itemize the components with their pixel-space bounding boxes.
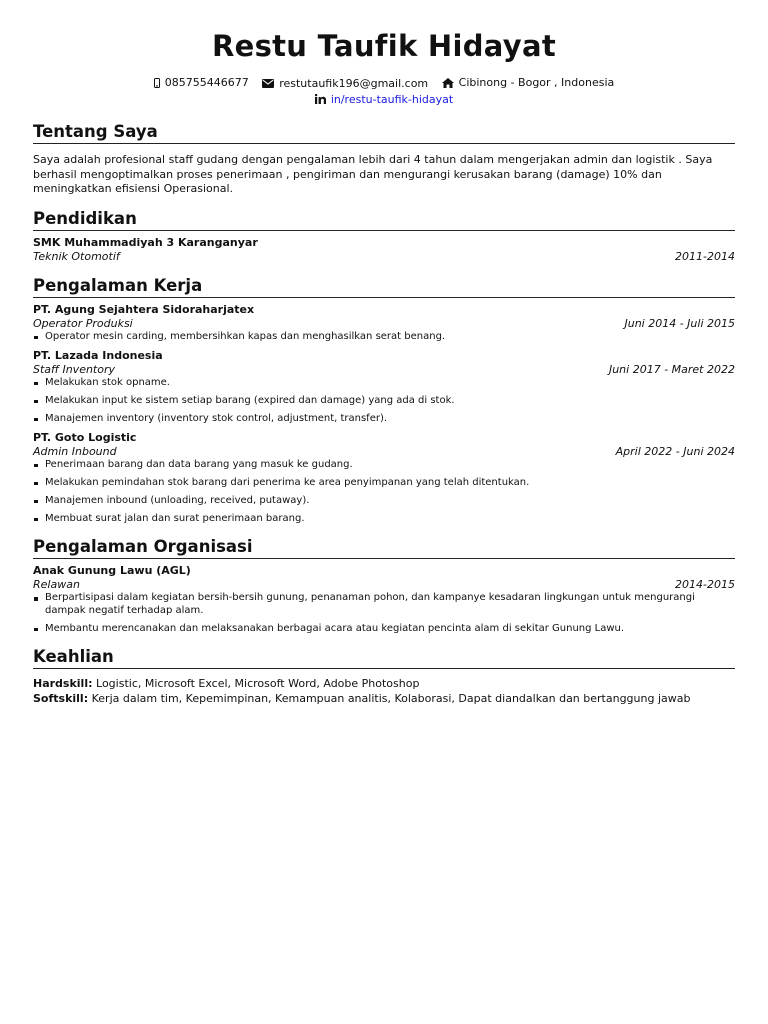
softskill-label: Softskill: <box>33 692 89 706</box>
phone-number: 085755446677 <box>164 76 249 89</box>
section-title-organization: Pengalaman Organisasi <box>33 537 735 559</box>
candidate-name: Restu Taufik Hidayat <box>211 29 557 63</box>
softskill-row <box>33 691 735 706</box>
education-entry <box>33 236 735 264</box>
job-period: April 2022 - Juni 2024 <box>615 444 735 458</box>
job-period: Juni 2014 - Juli 2015 <box>624 316 735 330</box>
company-name: PT. Agung Sejahtera Sidoraharjatex <box>33 302 255 316</box>
hardskill-values: Logistic, Microsoft Excel, Microsoft Word, Adobe Photoshop <box>96 677 420 691</box>
hardskill-row <box>33 676 735 691</box>
organization-entry <box>33 564 735 635</box>
contact-info <box>33 75 735 108</box>
email-address[interactable]: restutaufik196@gmail.com <box>279 76 429 90</box>
about-section <box>33 122 735 197</box>
entry-details <box>33 578 735 592</box>
entry-details <box>33 317 735 331</box>
experience-entry <box>33 349 735 426</box>
section-title-experience: Pengalaman Kerja <box>33 276 735 298</box>
location-text: Cibinong - Bogor , Indonesia <box>458 76 615 89</box>
section-title-skills: Keahlian <box>33 647 735 669</box>
study-period: 2011-2014 <box>675 249 735 263</box>
location-item <box>442 75 615 90</box>
entry-details <box>33 363 735 377</box>
skills-section <box>33 647 735 706</box>
organization-period: 2014-2015 <box>675 578 735 592</box>
phone-item <box>154 75 249 90</box>
duty-item: Melakukan stok opname. <box>33 377 735 390</box>
school-name: SMK Muhammadiyah 3 Karanganyar <box>33 235 258 249</box>
experience-entry <box>33 303 735 344</box>
duty-item: Manajemen inbound (unloading, received, putaway). <box>33 495 735 508</box>
softskill-values: Kerja dalam tim, Kepemimpinan, Kemampuan analitis, Kolaborasi, Dapat diandalkan dan bertanggung jawab <box>91 692 691 706</box>
home-icon <box>442 78 454 88</box>
job-duties <box>33 331 735 344</box>
skills-list <box>33 676 735 706</box>
education-section <box>33 209 735 264</box>
section-title-education: Pendidikan <box>33 209 735 231</box>
job-role: Operator Produksi <box>33 316 133 330</box>
organization-role: Relawan <box>33 578 80 592</box>
job-role: Staff Inventory <box>33 362 116 376</box>
section-title-about: Tentang Saya <box>33 122 735 144</box>
organization-section <box>33 537 735 635</box>
study-major: Teknik Otomotif <box>33 249 120 263</box>
experience-entry <box>33 431 735 526</box>
organization-activities <box>33 592 735 635</box>
activity-item: Membantu merencanakan dan melaksanakan berbagai acara atau kegiatan pencinta alam di sekitar Gunung Lawu. <box>33 623 735 636</box>
email-item[interactable] <box>262 76 428 91</box>
linkedin-item[interactable] <box>315 92 453 107</box>
job-duties <box>33 377 735 426</box>
duty-item: Melakukan pemindahan stok barang dari penerima ke area penyimpanan yang telah ditentukan. <box>33 477 735 490</box>
envelope-icon <box>262 79 274 88</box>
mobile-phone-icon <box>154 78 160 88</box>
job-period: Juni 2017 - Maret 2022 <box>608 362 735 376</box>
experience-section <box>33 276 735 526</box>
organization-name: Anak Gunung Lawu (AGL) <box>33 564 191 578</box>
entry-details <box>33 445 735 459</box>
entry-details <box>33 250 735 264</box>
duty-item: Manajemen inventory (inventory stok control, adjustment, transfer). <box>33 413 735 426</box>
duty-item: Operator mesin carding, membersihkan kapas dan menghasilkan serat benang. <box>33 331 735 344</box>
duty-item: Penerimaan barang dan data barang yang masuk ke gudang. <box>33 459 735 472</box>
hardskill-label: Hardskill: <box>33 677 93 691</box>
duty-item: Membuat surat jalan dan surat penerimaan barang. <box>33 513 735 526</box>
job-role: Admin Inbound <box>33 444 117 458</box>
activity-item: Berpartisipasi dalam kegiatan bersih-bersih gunung, penanaman pohon, dan kampanye kesadaran lingkungan untuk mengurangi dampak negatif terhadap alam. <box>33 592 735 617</box>
linkedin-link[interactable]: in/restu-taufik-hidayat <box>330 92 454 106</box>
linkedin-icon <box>315 94 326 104</box>
company-name: PT. Lazada Indonesia <box>33 348 163 362</box>
about-text: Saya adalah profesional staff gudang dengan pengalaman lebih dari 4 tahun dalam mengerjakan admin dan logistik . Saya berhasil mengoptimalkan proses penerimaan , pengiriman dan mengurangi kerusakan barang (damage) 10% dan meningkatkan efisiensi Operasional. <box>33 153 713 196</box>
job-duties <box>33 459 735 526</box>
duty-item: Melakukan input ke sistem setiap barang (expired dan damage) yang ada di stok. <box>33 395 735 408</box>
company-name: PT. Goto Logistic <box>33 430 137 444</box>
